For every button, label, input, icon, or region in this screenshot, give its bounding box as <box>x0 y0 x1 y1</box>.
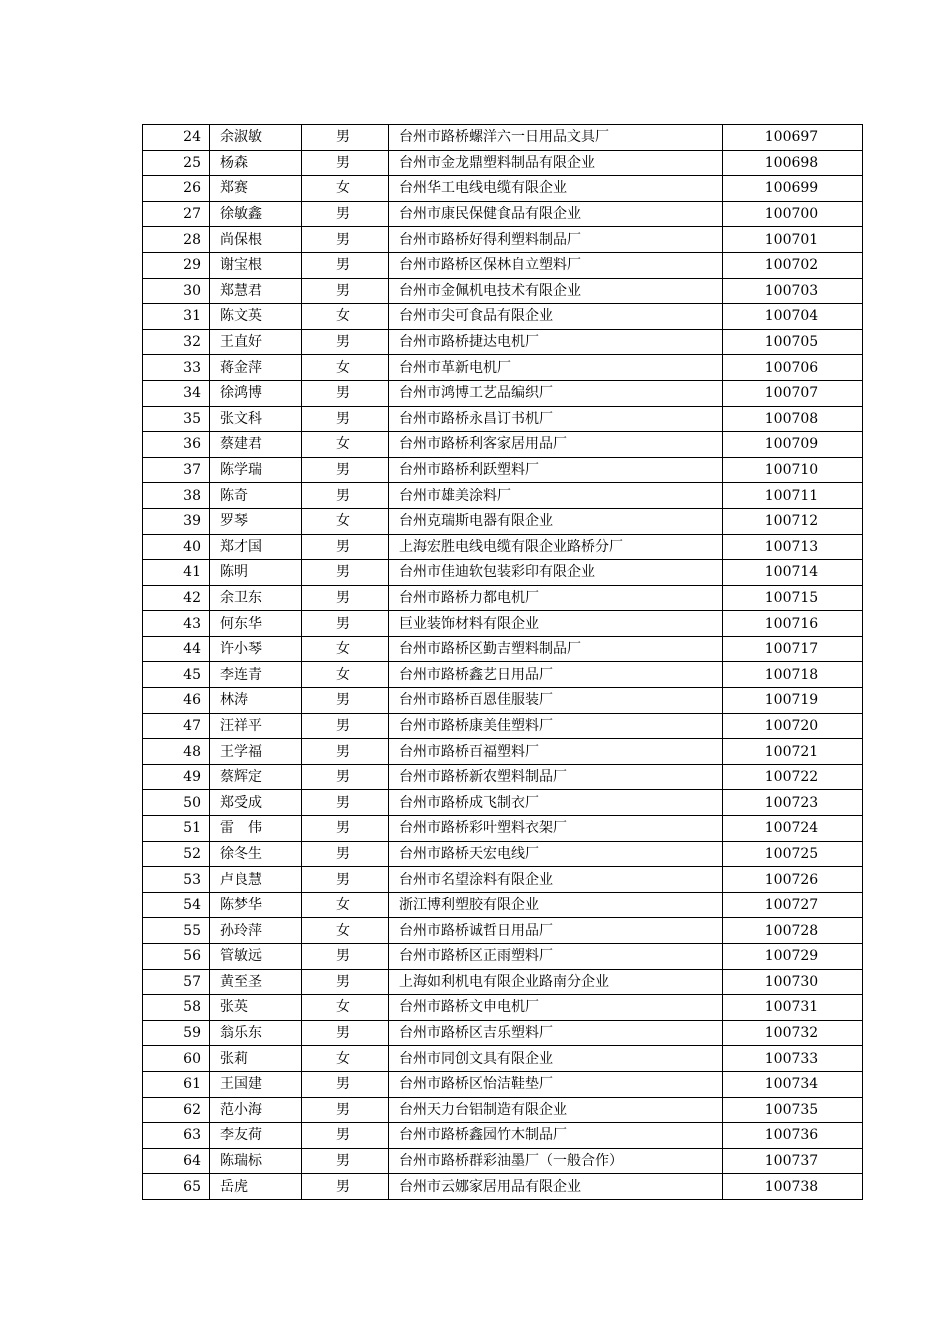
company-name-cell: 台州市路桥新农塑料制品厂 <box>389 764 723 790</box>
person-name-cell: 陈奇 <box>210 483 302 509</box>
table-row <box>143 560 863 586</box>
gender-cell: 男 <box>302 534 389 560</box>
table-row <box>143 304 863 330</box>
gender-cell: 男 <box>302 1097 389 1123</box>
table-row <box>143 662 863 688</box>
row-number-cell: 29 <box>143 252 210 278</box>
gender-cell: 男 <box>302 739 389 765</box>
table-row <box>143 969 863 995</box>
gender-cell: 女 <box>302 995 389 1021</box>
company-name-cell: 台州市路桥螺洋六一日用品文具厂 <box>389 125 723 151</box>
record-id-cell: 100727 <box>723 892 863 918</box>
table-row <box>143 1046 863 1072</box>
gender-cell: 女 <box>302 1046 389 1072</box>
person-name-cell: 罗琴 <box>210 508 302 534</box>
record-id-cell: 100735 <box>723 1097 863 1123</box>
record-id-cell: 100702 <box>723 252 863 278</box>
person-name-cell: 王学福 <box>210 739 302 765</box>
gender-cell: 女 <box>302 508 389 534</box>
table-row <box>143 380 863 406</box>
company-name-cell: 台州市路桥区怡洁鞋垫厂 <box>389 1071 723 1097</box>
company-name-cell: 台州市佳迪软包装彩印有限企业 <box>389 560 723 586</box>
table-row <box>143 636 863 662</box>
record-id-cell: 100720 <box>723 713 863 739</box>
row-number-cell: 37 <box>143 457 210 483</box>
company-name-cell: 台州市金佩机电技术有限企业 <box>389 278 723 304</box>
table-row <box>143 150 863 176</box>
person-name-cell: 王国建 <box>210 1071 302 1097</box>
row-number-cell: 34 <box>143 380 210 406</box>
company-name-cell: 台州市路桥文申电机厂 <box>389 995 723 1021</box>
row-number-cell: 38 <box>143 483 210 509</box>
person-name-cell: 李连青 <box>210 662 302 688</box>
table-row <box>143 585 863 611</box>
record-id-cell: 100709 <box>723 432 863 458</box>
table-row <box>143 816 863 842</box>
person-name-cell: 蔡辉定 <box>210 764 302 790</box>
table-row <box>143 534 863 560</box>
person-name-cell: 陈梦华 <box>210 892 302 918</box>
gender-cell: 男 <box>302 201 389 227</box>
row-number-cell: 52 <box>143 841 210 867</box>
record-id-cell: 100712 <box>723 508 863 534</box>
company-name-cell: 台州市路桥鑫艺日用品厂 <box>389 662 723 688</box>
person-name-cell: 雷 伟 <box>210 816 302 842</box>
company-name-cell: 台州市革新电机厂 <box>389 355 723 381</box>
person-name-cell: 孙玲萍 <box>210 918 302 944</box>
record-id-cell: 100734 <box>723 1071 863 1097</box>
gender-cell: 男 <box>302 406 389 432</box>
gender-cell: 男 <box>302 1148 389 1174</box>
row-number-cell: 53 <box>143 867 210 893</box>
row-number-cell: 32 <box>143 329 210 355</box>
gender-cell: 男 <box>302 764 389 790</box>
gender-cell: 男 <box>302 713 389 739</box>
row-number-cell: 41 <box>143 560 210 586</box>
row-number-cell: 25 <box>143 150 210 176</box>
company-name-cell: 台州市云娜家居用品有限企业 <box>389 1174 723 1200</box>
table-row <box>143 790 863 816</box>
company-name-cell: 台州市名望涂料有限企业 <box>389 867 723 893</box>
gender-cell: 男 <box>302 1071 389 1097</box>
row-number-cell: 61 <box>143 1071 210 1097</box>
company-name-cell: 浙江博利塑胶有限企业 <box>389 892 723 918</box>
table-row <box>143 611 863 637</box>
gender-cell: 男 <box>302 329 389 355</box>
record-id-cell: 100736 <box>723 1123 863 1149</box>
company-name-cell: 台州市路桥力都电机厂 <box>389 585 723 611</box>
record-id-cell: 100731 <box>723 995 863 1021</box>
person-name-cell: 张莉 <box>210 1046 302 1072</box>
table-row <box>143 201 863 227</box>
company-name-cell: 台州市同创文具有限企业 <box>389 1046 723 1072</box>
row-number-cell: 35 <box>143 406 210 432</box>
row-number-cell: 59 <box>143 1020 210 1046</box>
table-row <box>143 432 863 458</box>
company-name-cell: 上海如利机电有限企业路南分企业 <box>389 969 723 995</box>
record-id-cell: 100699 <box>723 176 863 202</box>
gender-cell: 男 <box>302 867 389 893</box>
row-number-cell: 58 <box>143 995 210 1021</box>
table-row <box>143 278 863 304</box>
gender-cell: 男 <box>302 125 389 151</box>
record-id-cell: 100706 <box>723 355 863 381</box>
gender-cell: 女 <box>302 892 389 918</box>
company-name-cell: 台州市路桥天宏电线厂 <box>389 841 723 867</box>
person-name-cell: 岳虎 <box>210 1174 302 1200</box>
company-name-cell: 台州天力台铝制造有限企业 <box>389 1097 723 1123</box>
record-id-cell: 100721 <box>723 739 863 765</box>
company-name-cell: 台州市路桥诚哲日用品厂 <box>389 918 723 944</box>
table-row <box>143 329 863 355</box>
record-id-cell: 100718 <box>723 662 863 688</box>
row-number-cell: 60 <box>143 1046 210 1072</box>
table-row <box>143 764 863 790</box>
row-number-cell: 43 <box>143 611 210 637</box>
table-row <box>143 406 863 432</box>
row-number-cell: 54 <box>143 892 210 918</box>
company-name-cell: 台州市雄美涂料厂 <box>389 483 723 509</box>
row-number-cell: 57 <box>143 969 210 995</box>
record-id-cell: 100738 <box>723 1174 863 1200</box>
row-number-cell: 65 <box>143 1174 210 1200</box>
table-row <box>143 892 863 918</box>
person-name-cell: 王直好 <box>210 329 302 355</box>
record-id-cell: 100705 <box>723 329 863 355</box>
table-row <box>143 1020 863 1046</box>
record-id-cell: 100717 <box>723 636 863 662</box>
person-name-cell: 张文科 <box>210 406 302 432</box>
company-name-cell: 台州市路桥百恩佳服装厂 <box>389 688 723 714</box>
table-row <box>143 252 863 278</box>
record-id-cell: 100716 <box>723 611 863 637</box>
person-name-cell: 余淑敏 <box>210 125 302 151</box>
gender-cell: 女 <box>302 304 389 330</box>
person-name-cell: 谢宝根 <box>210 252 302 278</box>
company-name-cell: 台州市路桥百福塑料厂 <box>389 739 723 765</box>
gender-cell: 男 <box>302 1174 389 1200</box>
roster-table <box>142 124 863 1200</box>
gender-cell: 男 <box>302 969 389 995</box>
gender-cell: 男 <box>302 483 389 509</box>
record-id-cell: 100707 <box>723 380 863 406</box>
record-id-cell: 100710 <box>723 457 863 483</box>
gender-cell: 男 <box>302 380 389 406</box>
company-name-cell: 台州市路桥好得利塑料制品厂 <box>389 227 723 253</box>
row-number-cell: 46 <box>143 688 210 714</box>
row-number-cell: 47 <box>143 713 210 739</box>
gender-cell: 男 <box>302 1020 389 1046</box>
company-name-cell: 台州市路桥永昌订书机厂 <box>389 406 723 432</box>
table-row <box>143 841 863 867</box>
row-number-cell: 33 <box>143 355 210 381</box>
table-row <box>143 1123 863 1149</box>
company-name-cell: 台州市康民保健食品有限企业 <box>389 201 723 227</box>
record-id-cell: 100732 <box>723 1020 863 1046</box>
roster-body <box>143 125 863 1200</box>
person-name-cell: 杨森 <box>210 150 302 176</box>
person-name-cell: 余卫东 <box>210 585 302 611</box>
person-name-cell: 陈明 <box>210 560 302 586</box>
row-number-cell: 36 <box>143 432 210 458</box>
gender-cell: 男 <box>302 790 389 816</box>
record-id-cell: 100726 <box>723 867 863 893</box>
row-number-cell: 50 <box>143 790 210 816</box>
company-name-cell: 台州市路桥区保林自立塑料厂 <box>389 252 723 278</box>
record-id-cell: 100722 <box>723 764 863 790</box>
row-number-cell: 24 <box>143 125 210 151</box>
company-name-cell: 台州市路桥利跃塑料厂 <box>389 457 723 483</box>
gender-cell: 男 <box>302 688 389 714</box>
gender-cell: 男 <box>302 585 389 611</box>
record-id-cell: 100719 <box>723 688 863 714</box>
person-name-cell: 郑受成 <box>210 790 302 816</box>
gender-cell: 男 <box>302 150 389 176</box>
gender-cell: 男 <box>302 944 389 970</box>
company-name-cell: 台州克瑞斯电器有限企业 <box>389 508 723 534</box>
company-name-cell: 台州市鸿博工艺品编织厂 <box>389 380 723 406</box>
person-name-cell: 郑慧君 <box>210 278 302 304</box>
table-row <box>143 688 863 714</box>
person-name-cell: 徐冬生 <box>210 841 302 867</box>
row-number-cell: 55 <box>143 918 210 944</box>
row-number-cell: 31 <box>143 304 210 330</box>
company-name-cell: 台州市路桥区正雨塑料厂 <box>389 944 723 970</box>
record-id-cell: 100728 <box>723 918 863 944</box>
row-number-cell: 28 <box>143 227 210 253</box>
table-row <box>143 483 863 509</box>
row-number-cell: 48 <box>143 739 210 765</box>
person-name-cell: 尚保根 <box>210 227 302 253</box>
person-name-cell: 李友荷 <box>210 1123 302 1149</box>
gender-cell: 男 <box>302 560 389 586</box>
person-name-cell: 徐敏鑫 <box>210 201 302 227</box>
table-row <box>143 944 863 970</box>
gender-cell: 男 <box>302 278 389 304</box>
person-name-cell: 蔡建君 <box>210 432 302 458</box>
company-name-cell: 台州市路桥捷达电机厂 <box>389 329 723 355</box>
table-row <box>143 508 863 534</box>
row-number-cell: 51 <box>143 816 210 842</box>
gender-cell: 男 <box>302 457 389 483</box>
person-name-cell: 陈瑞标 <box>210 1148 302 1174</box>
table-row <box>143 918 863 944</box>
person-name-cell: 范小海 <box>210 1097 302 1123</box>
company-name-cell: 台州市路桥鑫园竹木制品厂 <box>389 1123 723 1149</box>
record-id-cell: 100714 <box>723 560 863 586</box>
table-row <box>143 739 863 765</box>
company-name-cell: 台州市路桥利客家居用品厂 <box>389 432 723 458</box>
row-number-cell: 64 <box>143 1148 210 1174</box>
table-row <box>143 713 863 739</box>
record-id-cell: 100729 <box>723 944 863 970</box>
table-row <box>143 1174 863 1200</box>
person-name-cell: 陈学瑞 <box>210 457 302 483</box>
company-name-cell: 台州市金龙鼎塑料制品有限企业 <box>389 150 723 176</box>
gender-cell: 女 <box>302 176 389 202</box>
record-id-cell: 100701 <box>723 227 863 253</box>
gender-cell: 女 <box>302 432 389 458</box>
table-row <box>143 125 863 151</box>
table-row <box>143 457 863 483</box>
gender-cell: 女 <box>302 355 389 381</box>
row-number-cell: 56 <box>143 944 210 970</box>
record-id-cell: 100715 <box>723 585 863 611</box>
company-name-cell: 台州市路桥区勤吉塑料制品厂 <box>389 636 723 662</box>
table-row <box>143 227 863 253</box>
person-name-cell: 陈文英 <box>210 304 302 330</box>
gender-cell: 男 <box>302 611 389 637</box>
row-number-cell: 49 <box>143 764 210 790</box>
record-id-cell: 100724 <box>723 816 863 842</box>
company-name-cell: 台州市尖可食品有限企业 <box>389 304 723 330</box>
person-name-cell: 汪祥平 <box>210 713 302 739</box>
row-number-cell: 30 <box>143 278 210 304</box>
record-id-cell: 100698 <box>723 150 863 176</box>
table-row <box>143 867 863 893</box>
row-number-cell: 63 <box>143 1123 210 1149</box>
row-number-cell: 44 <box>143 636 210 662</box>
company-name-cell: 上海宏胜电线电缆有限企业路桥分厂 <box>389 534 723 560</box>
row-number-cell: 40 <box>143 534 210 560</box>
person-name-cell: 何东华 <box>210 611 302 637</box>
person-name-cell: 管敏远 <box>210 944 302 970</box>
gender-cell: 男 <box>302 1123 389 1149</box>
company-name-cell: 巨业装饰材料有限企业 <box>389 611 723 637</box>
table-row <box>143 1097 863 1123</box>
row-number-cell: 27 <box>143 201 210 227</box>
company-name-cell: 台州市路桥群彩油墨厂（一般合作） <box>389 1148 723 1174</box>
record-id-cell: 100737 <box>723 1148 863 1174</box>
table-row <box>143 1148 863 1174</box>
company-name-cell: 台州市路桥彩叶塑料衣架厂 <box>389 816 723 842</box>
gender-cell: 男 <box>302 227 389 253</box>
person-name-cell: 徐鸿博 <box>210 380 302 406</box>
gender-cell: 女 <box>302 662 389 688</box>
record-id-cell: 100708 <box>723 406 863 432</box>
table-row <box>143 1071 863 1097</box>
person-name-cell: 郑才国 <box>210 534 302 560</box>
record-id-cell: 100730 <box>723 969 863 995</box>
row-number-cell: 45 <box>143 662 210 688</box>
row-number-cell: 62 <box>143 1097 210 1123</box>
record-id-cell: 100704 <box>723 304 863 330</box>
gender-cell: 男 <box>302 841 389 867</box>
table-row <box>143 995 863 1021</box>
company-name-cell: 台州市路桥成飞制衣厂 <box>389 790 723 816</box>
person-name-cell: 郑赛 <box>210 176 302 202</box>
record-id-cell: 100711 <box>723 483 863 509</box>
record-id-cell: 100700 <box>723 201 863 227</box>
record-id-cell: 100725 <box>723 841 863 867</box>
row-number-cell: 39 <box>143 508 210 534</box>
record-id-cell: 100697 <box>723 125 863 151</box>
company-name-cell: 台州市路桥区吉乐塑料厂 <box>389 1020 723 1046</box>
record-id-cell: 100713 <box>723 534 863 560</box>
record-id-cell: 100703 <box>723 278 863 304</box>
table-row <box>143 176 863 202</box>
row-number-cell: 26 <box>143 176 210 202</box>
gender-cell: 男 <box>302 252 389 278</box>
person-name-cell: 张英 <box>210 995 302 1021</box>
table-row <box>143 355 863 381</box>
person-name-cell: 翁乐东 <box>210 1020 302 1046</box>
record-id-cell: 100733 <box>723 1046 863 1072</box>
person-name-cell: 蒋金萍 <box>210 355 302 381</box>
person-name-cell: 许小琴 <box>210 636 302 662</box>
gender-cell: 女 <box>302 636 389 662</box>
row-number-cell: 42 <box>143 585 210 611</box>
company-name-cell: 台州华工电线电缆有限企业 <box>389 176 723 202</box>
gender-cell: 女 <box>302 918 389 944</box>
person-name-cell: 林涛 <box>210 688 302 714</box>
record-id-cell: 100723 <box>723 790 863 816</box>
person-name-cell: 卢良慧 <box>210 867 302 893</box>
company-name-cell: 台州市路桥康美佳塑料厂 <box>389 713 723 739</box>
gender-cell: 男 <box>302 816 389 842</box>
person-name-cell: 黄至圣 <box>210 969 302 995</box>
